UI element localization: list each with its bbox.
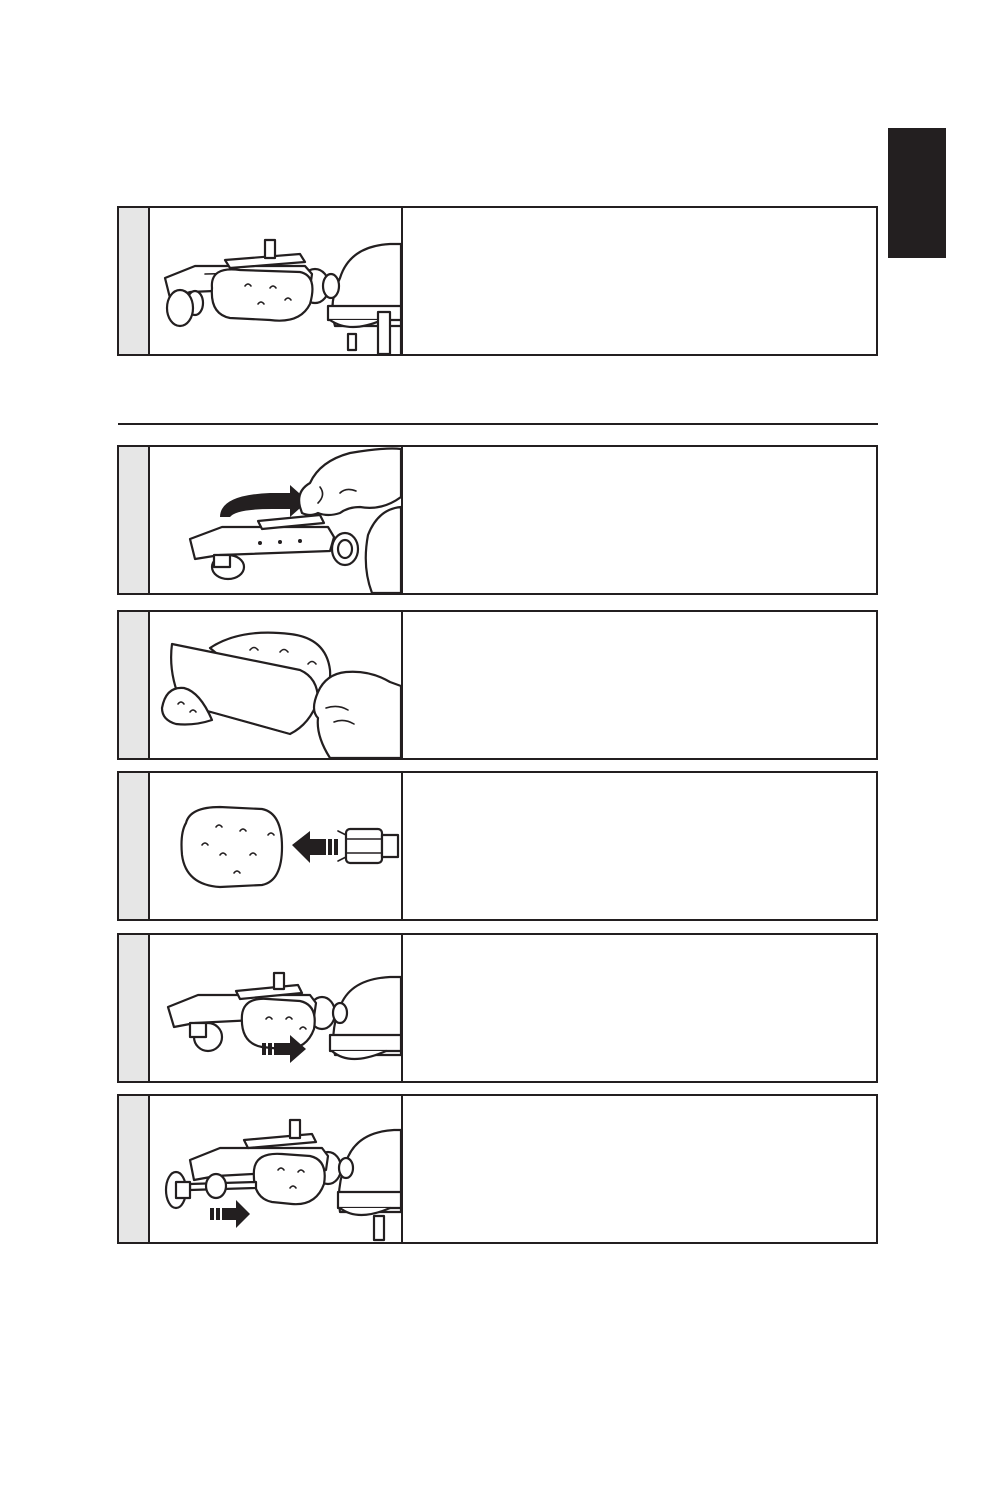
step-row bbox=[117, 771, 878, 921]
step-row bbox=[117, 1094, 878, 1244]
potato-onto-fork-icon bbox=[150, 773, 401, 919]
step-text bbox=[403, 447, 876, 593]
potato-mounted-arrow-icon bbox=[150, 935, 401, 1081]
step-row bbox=[117, 610, 878, 760]
step-number-cell bbox=[119, 773, 150, 919]
step-row bbox=[117, 445, 878, 595]
step-number bbox=[119, 935, 148, 941]
step-illustration bbox=[150, 208, 403, 354]
step-number-cell bbox=[119, 1096, 150, 1242]
step-row bbox=[117, 206, 878, 356]
section-divider bbox=[118, 423, 878, 425]
step-number bbox=[119, 208, 148, 214]
step-text bbox=[403, 612, 876, 758]
step-illustration bbox=[150, 935, 403, 1081]
step-illustration bbox=[150, 1096, 403, 1242]
step-number bbox=[119, 447, 148, 453]
peeler-advancing-arrow-icon bbox=[150, 1096, 401, 1242]
step-text bbox=[403, 935, 876, 1081]
knife-cutting-potato-icon bbox=[150, 612, 401, 758]
step-illustration bbox=[150, 612, 403, 758]
hand-turning-lever-icon bbox=[150, 447, 401, 593]
step-number-cell bbox=[119, 935, 150, 1081]
step-text bbox=[403, 773, 876, 919]
peeler-attached-to-mixer-icon bbox=[150, 208, 401, 354]
step-number bbox=[119, 612, 148, 618]
step-number bbox=[119, 773, 148, 779]
step-number-cell bbox=[119, 612, 150, 758]
step-row bbox=[117, 933, 878, 1083]
step-number-cell bbox=[119, 208, 150, 354]
step-text bbox=[403, 1096, 876, 1242]
step-text bbox=[403, 208, 876, 354]
step-illustration bbox=[150, 447, 403, 593]
step-illustration bbox=[150, 773, 403, 919]
step-number bbox=[119, 1096, 148, 1102]
language-tab bbox=[888, 128, 946, 258]
step-number-cell bbox=[119, 447, 150, 593]
